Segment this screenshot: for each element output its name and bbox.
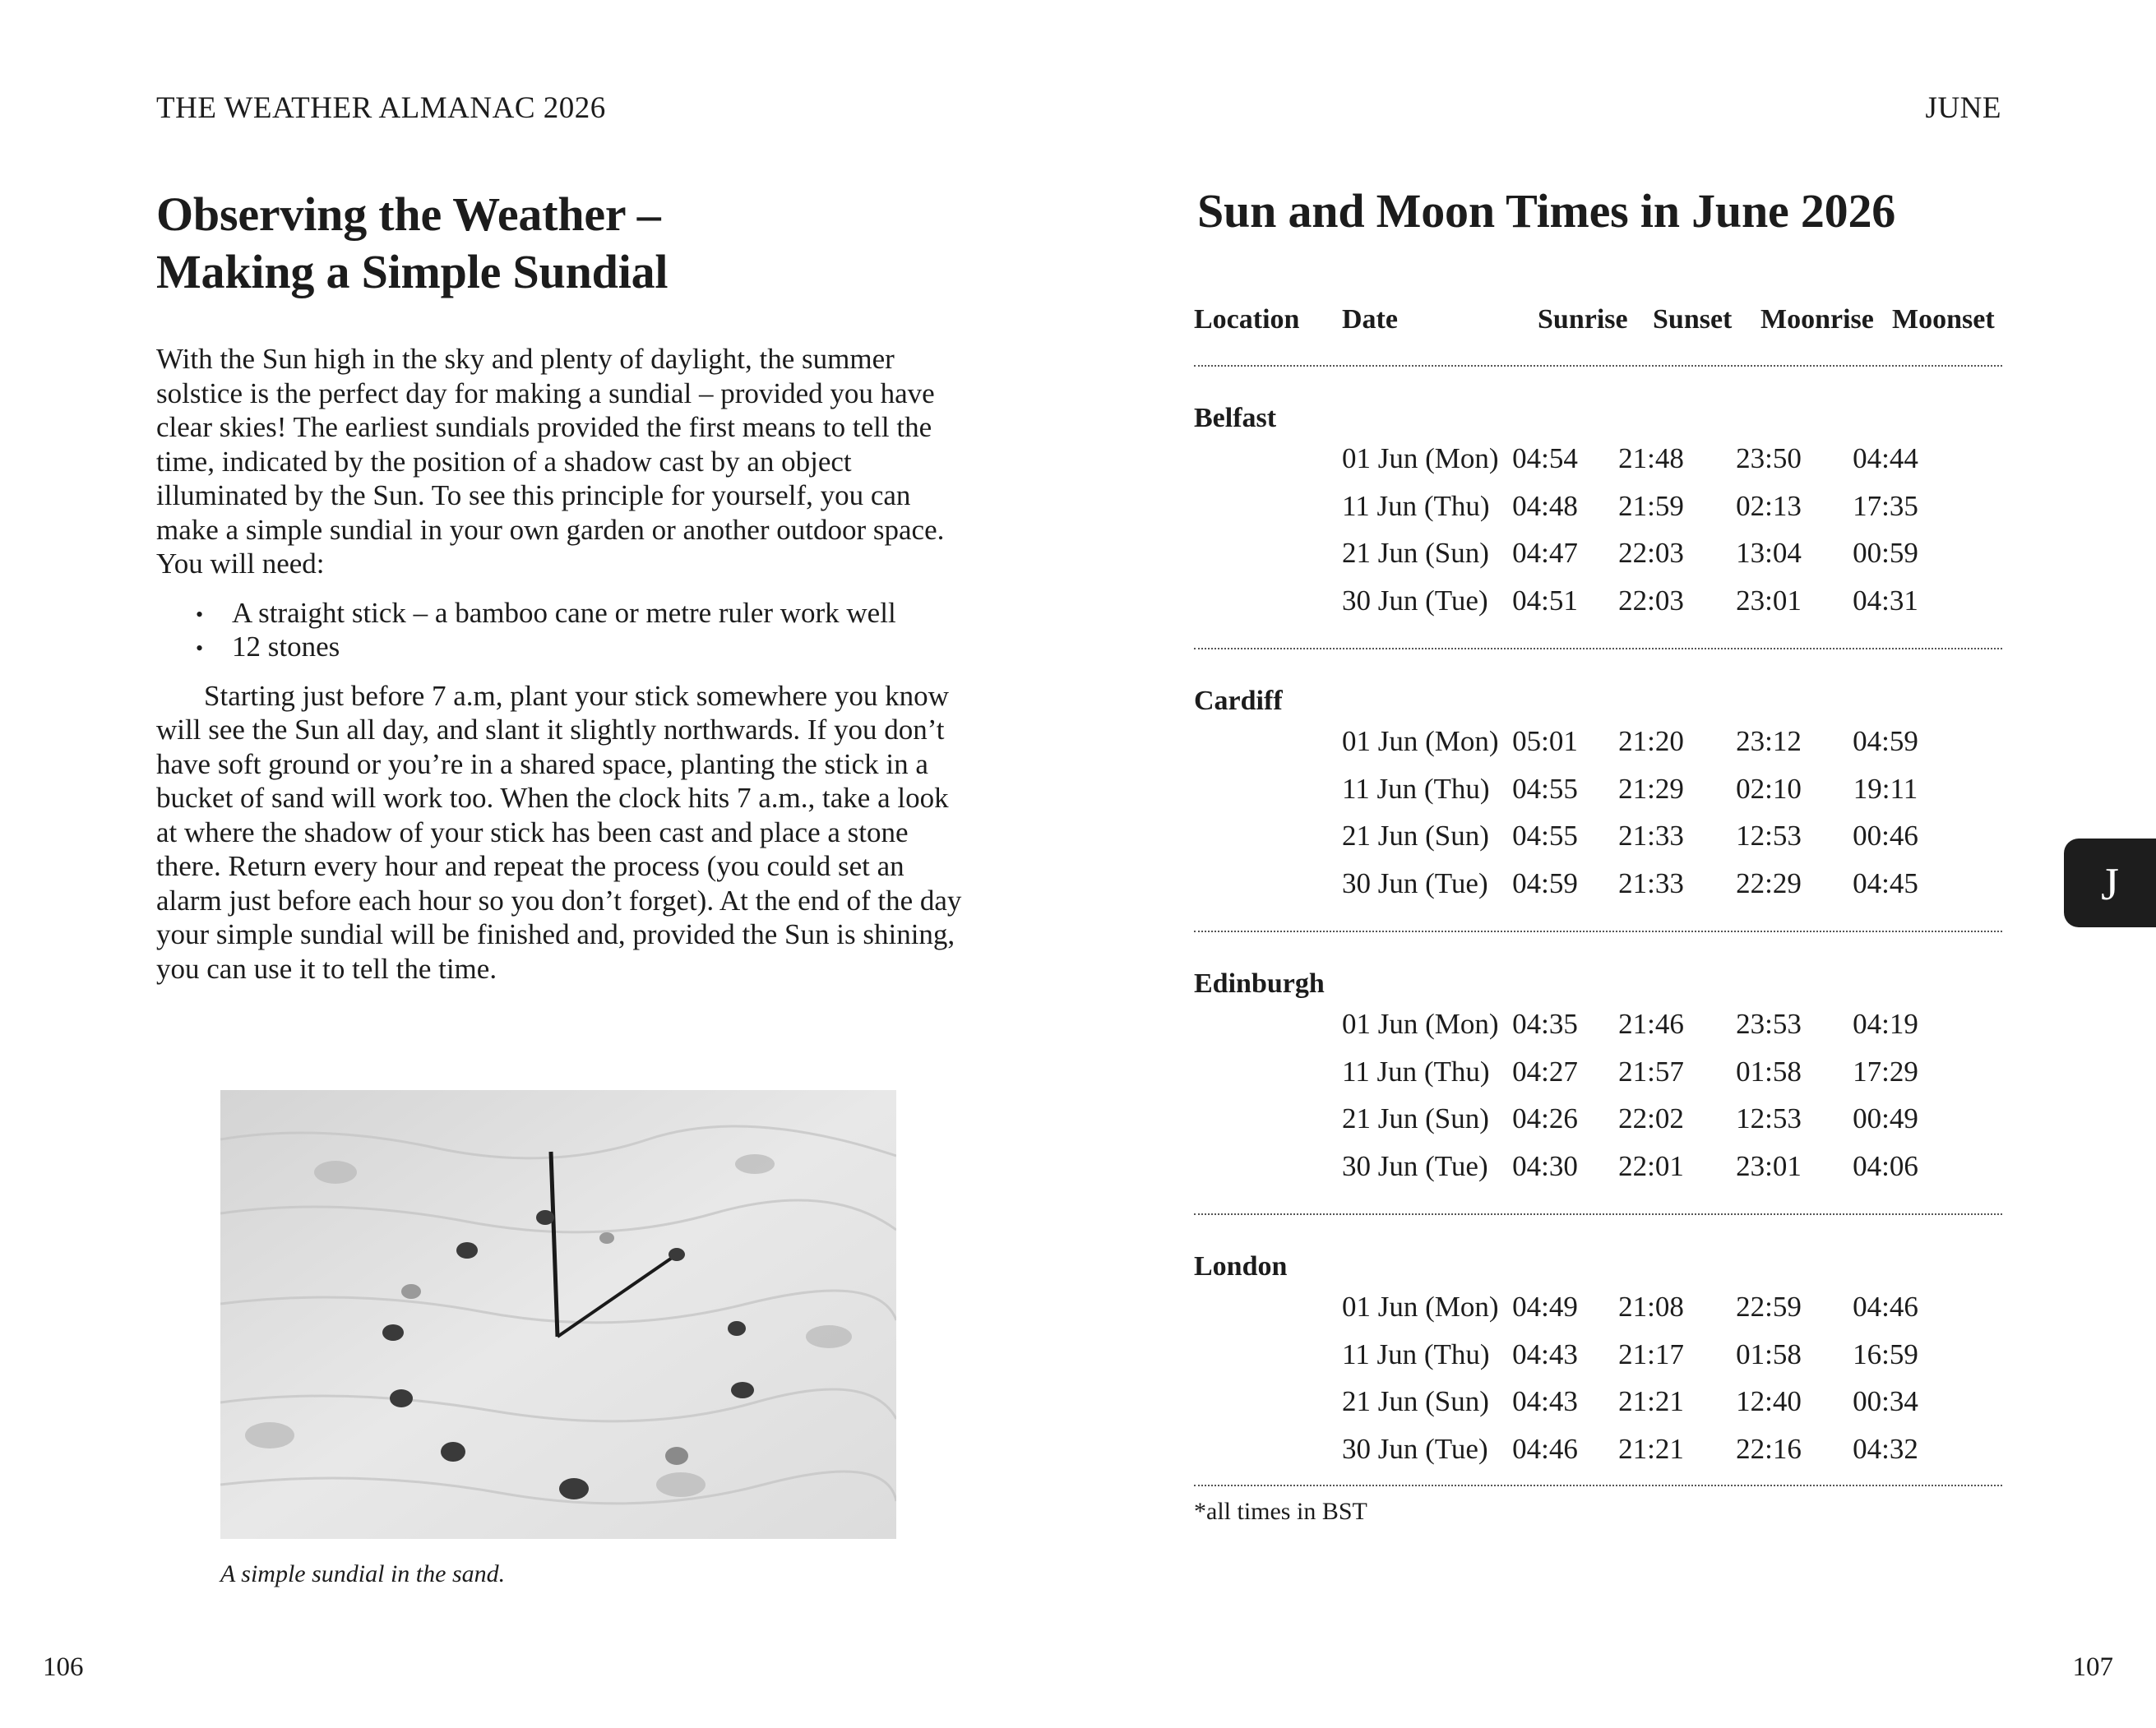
sunrise-cell: 04:43 (1512, 1385, 1578, 1417)
table-title: Sun and Moon Times in June 2026 (1197, 184, 1896, 238)
table-row (1194, 487, 2002, 534)
table-row (1194, 864, 2002, 912)
header-date: Date (1342, 304, 1398, 335)
intro-paragraph: With the Sun high in the sky and plenty of daylight, the summer solstice is the perfect day for making a sundial – provided you have clear skies! The earliest sundials provided the first means to tell the time, indicated by the position of a shadow cast by an object illuminated by the Sun. To see this principle for yourself, you can make a simple sundial in your own garden or another outdoor space. (156, 343, 945, 546)
sunset-cell: 21:17 (1618, 1338, 1684, 1370)
date-cell: 11 Jun (Thu) (1342, 772, 1490, 805)
date-cell: 30 Jun (Tue) (1342, 584, 1488, 617)
sunset-cell: 21:33 (1618, 866, 1684, 899)
table-row (1194, 439, 2002, 487)
moonrise-cell: 23:01 (1736, 1149, 1802, 1182)
sunrise-cell: 04:51 (1512, 584, 1578, 617)
moonset-cell: 19:11 (1853, 772, 1918, 805)
moonset-cell: 04:44 (1853, 442, 1918, 474)
sunset-cell: 21:33 (1618, 820, 1684, 852)
date-cell: 21 Jun (Sun) (1342, 1102, 1489, 1134)
location-block-london (1194, 1215, 2002, 1485)
sunrise-cell: 04:30 (1512, 1149, 1578, 1182)
sunset-cell: 21:29 (1618, 772, 1684, 805)
sunrise-cell: 04:55 (1512, 772, 1578, 805)
sun-moon-table (1194, 296, 2002, 1526)
sunrise-cell: 04:26 (1512, 1102, 1578, 1134)
date-cell: 01 Jun (Mon) (1342, 1291, 1499, 1323)
moonrise-cell: 12:53 (1736, 820, 1802, 852)
header-moonrise: Moonrise (1760, 304, 1874, 335)
table-row (1194, 722, 2002, 769)
date-cell: 11 Jun (Thu) (1342, 489, 1490, 522)
moonset-cell: 17:35 (1853, 489, 1918, 522)
moonset-cell: 00:46 (1853, 820, 1918, 852)
table-row (1194, 1382, 2002, 1430)
location-name: Edinburgh (1194, 968, 1325, 999)
moonrise-cell: 01:58 (1736, 1338, 1802, 1370)
moonset-cell: 00:49 (1853, 1102, 1918, 1134)
header-sunrise: Sunrise (1538, 304, 1628, 335)
sunset-cell: 22:03 (1618, 584, 1684, 617)
article-title-line2: Making a Simple Sundial (156, 245, 669, 298)
table-row (1194, 1335, 2002, 1383)
date-cell: 30 Jun (Tue) (1342, 866, 1488, 899)
date-cell: 01 Jun (Mon) (1342, 1008, 1499, 1040)
sunrise-cell: 04:48 (1512, 489, 1578, 522)
sunset-cell: 21:46 (1618, 1008, 1684, 1040)
table-row (1194, 816, 2002, 864)
table-row (1194, 581, 2002, 629)
table-header-row (1194, 296, 2002, 365)
sunrise-cell: 04:59 (1512, 866, 1578, 899)
sunset-cell: 21:08 (1618, 1291, 1684, 1323)
sunrise-cell: 04:54 (1512, 442, 1578, 474)
moonrise-cell: 23:01 (1736, 584, 1802, 617)
sunset-cell: 22:01 (1618, 1149, 1684, 1182)
sunrise-cell: 04:43 (1512, 1338, 1578, 1370)
moonset-cell: 04:59 (1853, 725, 1918, 757)
moonrise-cell: 23:53 (1736, 1008, 1802, 1040)
table-row (1194, 1052, 2002, 1100)
moonrise-cell: 01:58 (1736, 1055, 1802, 1088)
needs-list-item: • A straight stick – a bamboo cane or metre ruler work well (232, 596, 970, 631)
moonset-cell: 16:59 (1853, 1338, 1918, 1370)
sunrise-cell: 04:49 (1512, 1291, 1578, 1323)
table-row (1194, 534, 2002, 581)
location-name: Belfast (1194, 403, 1277, 433)
moonset-cell: 17:29 (1853, 1055, 1918, 1088)
moonset-cell: 00:59 (1853, 537, 1918, 569)
moonset-cell: 04:32 (1853, 1432, 1918, 1465)
sunrise-cell: 05:01 (1512, 725, 1578, 757)
date-cell: 21 Jun (Sun) (1342, 820, 1489, 852)
table-row (1194, 1147, 2002, 1194)
date-cell: 01 Jun (Mon) (1342, 725, 1499, 757)
moonrise-cell: 23:12 (1736, 725, 1802, 757)
moonrise-cell: 22:16 (1736, 1432, 1802, 1465)
date-cell: 30 Jun (Tue) (1342, 1149, 1488, 1182)
sunset-cell: 21:21 (1618, 1432, 1684, 1465)
moonset-cell: 04:31 (1853, 584, 1918, 617)
location-name: Cardiff (1194, 686, 1283, 716)
page-number-right: 107 (2072, 1652, 2113, 1682)
date-cell: 11 Jun (Thu) (1342, 1338, 1490, 1370)
moonrise-cell: 12:53 (1736, 1102, 1802, 1134)
moonrise-cell: 22:59 (1736, 1291, 1802, 1323)
moonrise-cell: 12:40 (1736, 1385, 1802, 1417)
header-location: Location (1194, 304, 1300, 335)
header-moonset: Moonset (1892, 304, 1995, 335)
location-block-belfast (1194, 367, 2002, 648)
sunset-cell: 21:59 (1618, 489, 1684, 522)
sunset-cell: 21:48 (1618, 442, 1684, 474)
date-cell: 21 Jun (Sun) (1342, 537, 1489, 569)
sunset-cell: 21:21 (1618, 1385, 1684, 1417)
table-divider (1194, 1485, 2002, 1486)
page-number-left: 106 (43, 1652, 84, 1682)
article-title (156, 186, 979, 301)
sunrise-cell: 04:27 (1512, 1055, 1578, 1088)
moonrise-cell: 13:04 (1736, 537, 1802, 569)
table-row (1194, 1005, 2002, 1052)
moonrise-cell: 22:29 (1736, 866, 1802, 899)
location-block-edinburgh (1194, 932, 2002, 1213)
needs-list (156, 596, 970, 664)
sunset-cell: 22:02 (1618, 1102, 1684, 1134)
sunrise-cell: 04:46 (1512, 1432, 1578, 1465)
location-block-cardiff (1194, 649, 2002, 931)
moonset-cell: 00:34 (1853, 1385, 1918, 1417)
photo-caption: A simple sundial in the sand. (220, 1560, 506, 1587)
header-sunset: Sunset (1653, 304, 1733, 335)
moonrise-cell: 02:10 (1736, 772, 1802, 805)
sunset-cell: 22:03 (1618, 537, 1684, 569)
table-row (1194, 1430, 2002, 1477)
you-will-need-label: You will need: (156, 548, 325, 580)
sunset-cell: 21:57 (1618, 1055, 1684, 1088)
sunrise-cell: 04:35 (1512, 1008, 1578, 1040)
running-head-right: JUNE (1925, 91, 2001, 125)
article-title-line1: Observing the Weather – (156, 187, 661, 241)
table-row (1194, 769, 2002, 817)
table-row (1194, 1099, 2002, 1147)
moonrise-cell: 02:13 (1736, 489, 1802, 522)
article-body (156, 342, 970, 986)
instructions-paragraph: Starting just before 7 a.m, plant your stick somewhere you know will see the Sun all day, and slant it slightly northwards. If you don’t have soft ground or you’re in a shared space, planting the stick in a bucket of sand will work too. When the clock hits 7 a.m., take a look at where the shadow of your stick has been cast and place a stone there. Return every hour and repeat the process (you could set an alarm just before each hour so you don’t forget). At the end of the day your simple sundial will be finished and, provided the Sun is shining, you can use it to tell the time. (156, 679, 962, 985)
table-footnote: *all times in BST (1194, 1498, 1367, 1525)
table-row (1194, 1287, 2002, 1335)
sunrise-cell: 04:47 (1512, 537, 1578, 569)
sundial-photo (220, 1090, 896, 1539)
sunrise-cell: 04:55 (1512, 820, 1578, 852)
sunset-cell: 21:20 (1618, 725, 1684, 757)
date-cell: 21 Jun (Sun) (1342, 1385, 1489, 1417)
thumb-index-tab (2064, 839, 2156, 927)
date-cell: 11 Jun (Thu) (1342, 1055, 1490, 1088)
moonset-cell: 04:45 (1853, 866, 1918, 899)
moonrise-cell: 23:50 (1736, 442, 1802, 474)
needs-list-item: • 12 stones (232, 630, 970, 664)
moonset-cell: 04:19 (1853, 1008, 1918, 1040)
thumb-tab-letter: J (2101, 859, 2119, 910)
location-name: London (1194, 1251, 1288, 1282)
moonset-cell: 04:46 (1853, 1291, 1918, 1323)
running-head-left: THE WEATHER ALMANAC 2026 (156, 91, 606, 125)
date-cell: 01 Jun (Mon) (1342, 442, 1499, 474)
moonset-cell: 04:06 (1853, 1149, 1918, 1182)
date-cell: 30 Jun (Tue) (1342, 1432, 1488, 1465)
